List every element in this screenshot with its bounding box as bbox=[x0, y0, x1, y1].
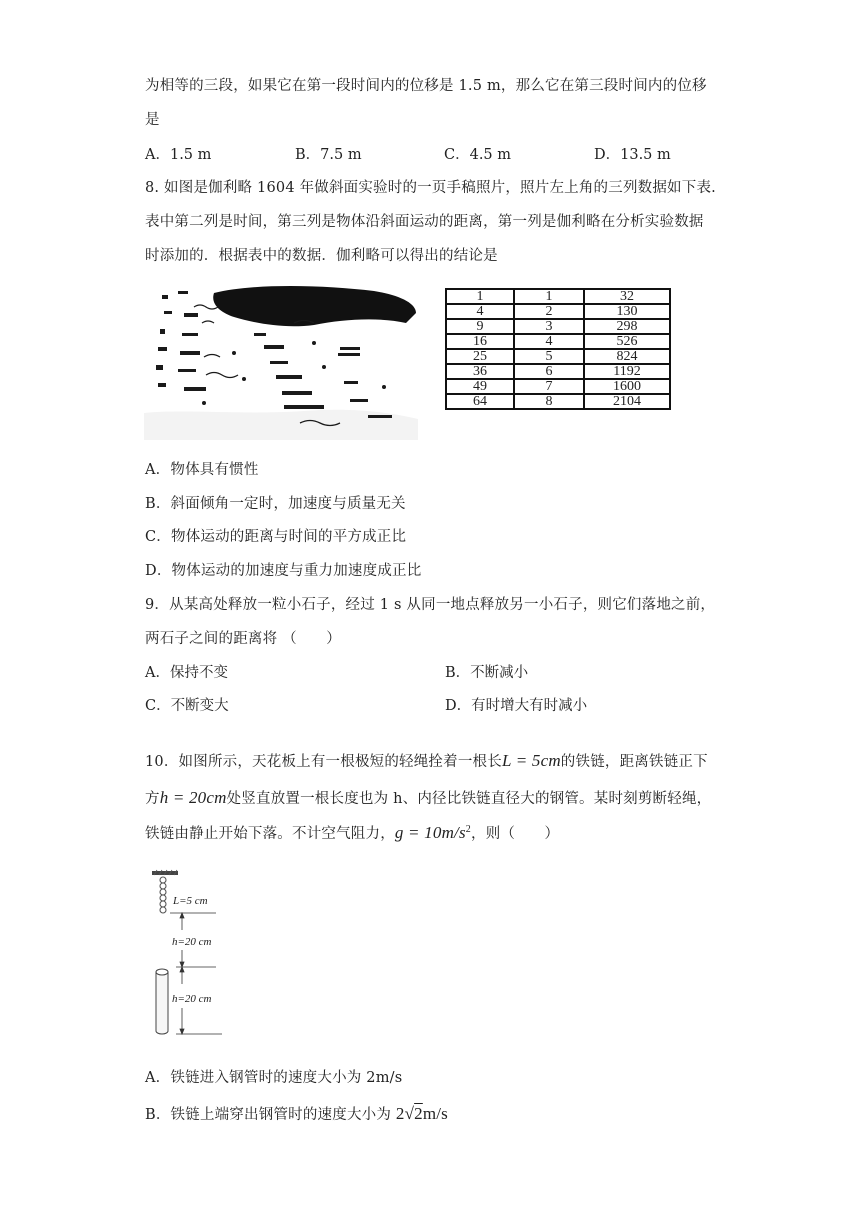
q10-line3-sup: 2 bbox=[465, 824, 471, 836]
table-row bbox=[446, 319, 670, 334]
q10-option-b-unit: m/s bbox=[422, 1104, 448, 1123]
table-cell: 9 bbox=[446, 319, 514, 334]
table-row bbox=[446, 364, 670, 379]
iron-chain bbox=[160, 877, 166, 913]
q7-option-b: B．7.5 m bbox=[295, 147, 362, 163]
q10-line3-math: g = 10m/s bbox=[394, 823, 466, 842]
table-row bbox=[446, 304, 670, 319]
q8-option-b: B．斜面倾角一定时，加速度与质量无关 bbox=[145, 496, 406, 512]
steel-tube bbox=[156, 969, 168, 1034]
q10-line2-math: h = 20cm bbox=[159, 788, 227, 807]
table-cell: 36 bbox=[446, 364, 514, 379]
table-cell: 5 bbox=[514, 349, 584, 364]
label-tube-height: h=20 cm bbox=[172, 993, 212, 1005]
q9-option-b: B．不断减小 bbox=[445, 665, 529, 681]
table-row bbox=[446, 334, 670, 349]
table-cell: 130 bbox=[584, 304, 670, 319]
q9-option-a: A．保持不变 bbox=[145, 665, 228, 681]
table-cell: 64 bbox=[446, 394, 514, 409]
q10-line1-text-b: 的铁链，距离铁链正下 bbox=[560, 754, 708, 770]
q10-text-line3 bbox=[145, 822, 559, 843]
table-cell: 1 bbox=[446, 289, 514, 304]
q10-option-b-radicand: 2 bbox=[414, 1104, 423, 1123]
galileo-manuscript-photo bbox=[144, 283, 418, 440]
chain-and-tube-figure bbox=[146, 868, 256, 1043]
table-cell: 298 bbox=[584, 319, 670, 334]
table-cell: 1 bbox=[514, 289, 584, 304]
q8-option-c: C．物体运动的距离与时间的平方成正比 bbox=[145, 529, 407, 545]
q10-line3-text-a: 铁链由静止开始下落。不计空气阻力， bbox=[145, 826, 395, 842]
q10-line3-text-b: ，则（ ） bbox=[471, 826, 560, 842]
table-cell: 824 bbox=[584, 349, 670, 364]
q9-text-line2: 两石子之间的距离将 （ ） bbox=[145, 631, 341, 647]
table-cell: 2104 bbox=[584, 394, 670, 409]
q7-option-a: A．1.5 m bbox=[145, 147, 212, 163]
galileo-data-table bbox=[445, 288, 671, 410]
table-cell: 16 bbox=[446, 334, 514, 349]
label-gap-height: h=20 cm bbox=[172, 936, 212, 948]
q10-option-b-coef: 2 bbox=[395, 1104, 405, 1123]
dimension-lines bbox=[170, 913, 222, 1034]
q8-text-line1: 8. 如图是伽利略 1604 年做斜面实验时的一页手稿照片，照片左上角的三列数据如下表. bbox=[145, 180, 716, 196]
q10-option-b-value: 2√2m/s bbox=[395, 1104, 448, 1123]
q10-line2-text-b: 处竖直放置一根长度也为 h、内径比铁链直径大的钢管。某时刻剪断轻绳， bbox=[226, 791, 712, 807]
table-cell: 2 bbox=[514, 304, 584, 319]
q8-option-d: D．物体运动的加速度与重力加速度成正比 bbox=[145, 563, 422, 579]
table-cell: 6 bbox=[514, 364, 584, 379]
q10-option-b bbox=[145, 1103, 448, 1124]
q7-option-d: D．13.5 m bbox=[594, 147, 671, 163]
table-row bbox=[446, 394, 670, 409]
table-cell: 526 bbox=[584, 334, 670, 349]
table-cell: 4 bbox=[514, 334, 584, 349]
q10-text-line2 bbox=[145, 787, 711, 808]
q8-option-a: A．物体具有惯性 bbox=[145, 462, 259, 478]
q10-option-b-text: B．铁链上端穿出钢管时的速度大小为 bbox=[145, 1107, 392, 1123]
q9-option-d: D．有时增大有时减小 bbox=[445, 698, 588, 714]
q10-text-line1 bbox=[145, 750, 708, 771]
table-cell: 8 bbox=[514, 394, 584, 409]
q7-option-c: C．4.5 m bbox=[444, 147, 512, 163]
q10-line2-text-a: 方 bbox=[145, 791, 160, 807]
label-chain-length: L=5 cm bbox=[173, 895, 208, 907]
table-cell: 1600 bbox=[584, 379, 670, 394]
q9-option-c: C．不断变大 bbox=[145, 698, 229, 714]
table-cell: 49 bbox=[446, 379, 514, 394]
q7-text-line1: 为相等的三段，如果它在第一段时间内的位移是 1.5 m，那么它在第三段时间内的位移 bbox=[145, 78, 707, 94]
q10-line1-math: L = 5cm bbox=[501, 751, 561, 770]
table-cell: 1192 bbox=[584, 364, 670, 379]
table-cell: 3 bbox=[514, 319, 584, 334]
table-row bbox=[446, 289, 670, 304]
q8-text-line2: 表中第二列是时间，第三列是物体沿斜面运动的距离，第一列是伽利略在分析实验数据 bbox=[145, 214, 704, 230]
q10-option-a: A．铁链进入钢管时的速度大小为 2m/s bbox=[145, 1070, 403, 1086]
q10-line1-text-a: 10．如图所示，天花板上有一根极短的轻绳拴着一根长 bbox=[145, 754, 502, 770]
table-cell: 32 bbox=[584, 289, 670, 304]
table-row bbox=[446, 349, 670, 364]
q9-text-line1: 9．从某高处释放一粒小石子，经过 1 s 从同一地点释放另一小石子，则它们落地之前， bbox=[145, 597, 716, 613]
table-cell: 25 bbox=[446, 349, 514, 364]
q8-text-line3: 时添加的．根据表中的数据．伽利略可以得出的结论是 bbox=[145, 248, 498, 264]
table-cell: 7 bbox=[514, 379, 584, 394]
table-cell: 4 bbox=[446, 304, 514, 319]
table-row bbox=[446, 379, 670, 394]
q7-text-line2: 是 bbox=[145, 112, 160, 128]
